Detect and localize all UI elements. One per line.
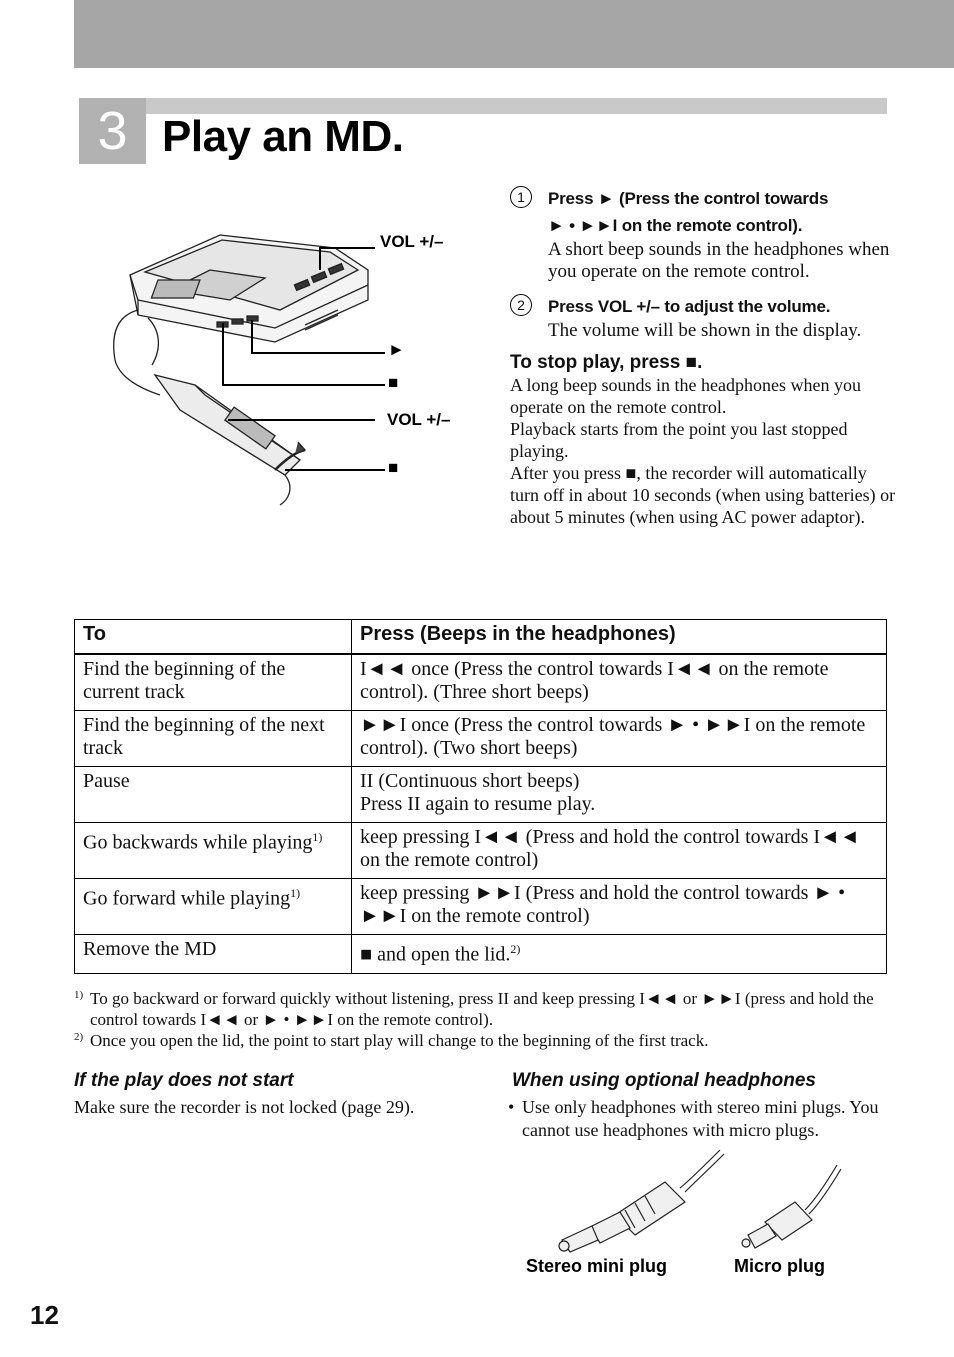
cell-text: keep pressing ►►I (Press and hold the control towards ► • ►►I on the remote control) [360,882,846,927]
plugs-drawing [540,1140,870,1255]
cell-text: ■ and open the lid. [360,943,511,966]
stop-paragraph-1: A long beep sounds in the headphones when you operate on the remote control. [510,375,861,417]
step-1-number: 1 [510,186,532,208]
footnote-1 [74,988,894,1030]
label-vol-remote: VOL +/– [387,410,451,429]
cell-text: Go backwards while playing [83,831,313,854]
page-number: 12 [30,1300,59,1330]
top-header-bar [74,0,954,68]
cell-text: Go forward while playing [83,887,291,910]
step-1-head-line1: Press ► (Press the control towards [548,189,829,208]
cell-text-2: Press II again to resume play. [360,793,596,815]
table-cell-press [352,823,887,879]
cell-text: Pause [83,770,130,792]
table-header-to: To [75,620,352,655]
table-cell-to [75,823,352,879]
table-header-press: Press (Beeps in the headphones) [352,620,887,655]
stop-section [510,352,900,528]
step-2-desc: The volume will be shown in the display. [548,320,862,341]
cell-text: Find the beginning of the current track [83,658,286,703]
headphones-heading: When using optional headphones [512,1070,816,1091]
table-row [75,654,887,711]
step-1-head-line2: ► • ►►I on the remote control). [548,216,803,235]
table-cell-press [352,711,887,767]
cell-text: Remove the MD [83,938,217,960]
cell-text: Find the beginning of the next track [83,714,325,759]
footnote-ref: 1) [290,886,301,900]
table-row [75,711,887,767]
table-row [75,767,887,823]
footnote-ref: 2) [510,942,521,956]
cell-text: I◄◄ once (Press the control towards I◄◄ on the remote control). (Three short beeps) [360,658,829,703]
table-cell-to [75,711,352,767]
instruction-steps [510,185,900,528]
label-stop-top: ■ [388,373,399,392]
table-header-row [75,620,887,655]
step-2-number: 2 [510,294,532,316]
stereo-mini-plug-label: Stereo mini plug [526,1256,668,1276]
play-not-start-section [74,1070,494,1118]
table-cell-to [75,654,352,711]
cell-text: ►►I once (Press the control towards ► • ►►I on the remote control). (Two short beeps) [360,714,866,759]
label-play: ► [388,340,405,359]
md-player-drawing [90,170,490,520]
footnote-mark: 1) [74,989,84,1001]
table-row [75,879,887,935]
micro-plug-label: Micro plug [734,1256,825,1276]
stop-paragraph-3: After you press ■, the recorder will automatically turn off in about 10 seconds (when using batteries) or about 5 minutes (when using AC power adaptor). [510,463,896,527]
play-not-start-text: Make sure the recorder is not locked (page 29). [74,1097,415,1117]
footnote-mark: 2) [74,1031,84,1043]
cell-text: keep pressing I◄◄ (Press and hold the control towards I◄◄ on the remote control) [360,826,860,871]
footnote-2 [74,1030,894,1051]
optional-headphones-section [512,1070,902,1142]
table-cell-press [352,935,887,974]
footnotes [74,988,894,1051]
cell-text: II (Continuous short beeps) [360,770,580,792]
step-number-badge: 3 [79,98,146,164]
step-1-desc: A short beep sounds in the headphones when you operate on the remote control. [548,239,890,282]
table-cell-to [75,767,352,823]
table-row [75,935,887,974]
footnote-ref: 1) [312,830,323,844]
label-stop-remote: ■ [388,458,399,477]
play-not-start-heading: If the play does not start [74,1070,294,1091]
stop-heading: To stop play, press ■. [510,352,703,373]
operations-table [74,619,887,974]
table-row [75,823,887,879]
page-title: Play an MD. [162,112,404,161]
step-2-head: Press VOL +/– to adjust the volume. [548,297,831,316]
device-illustration [90,170,490,520]
footnote-text: Once you open the lid, the point to start play will change to the beginning of the first track. [90,1031,709,1050]
table-cell-to [75,935,352,974]
step-2 [510,293,900,342]
stop-paragraph-2: Playback starts from the point you last stopped playing. [510,419,848,461]
table-cell-press [352,879,887,935]
label-vol-top: VOL +/– [380,232,444,251]
table-cell-press [352,654,887,711]
step-1 [510,185,900,283]
headphones-bullet: • Use only headphones with stereo mini plugs. You cannot use headphones with micro plugs. [512,1096,902,1142]
plugs-illustration [526,1140,870,1276]
footnote-text: To go backward or forward quickly without listening, press II and keep pressing I◄◄ or ►►I (press and hold the control towards I◄◄ or ► • ►►I on the remote control). [90,989,874,1029]
table-cell-press [352,767,887,823]
table-cell-to [75,879,352,935]
